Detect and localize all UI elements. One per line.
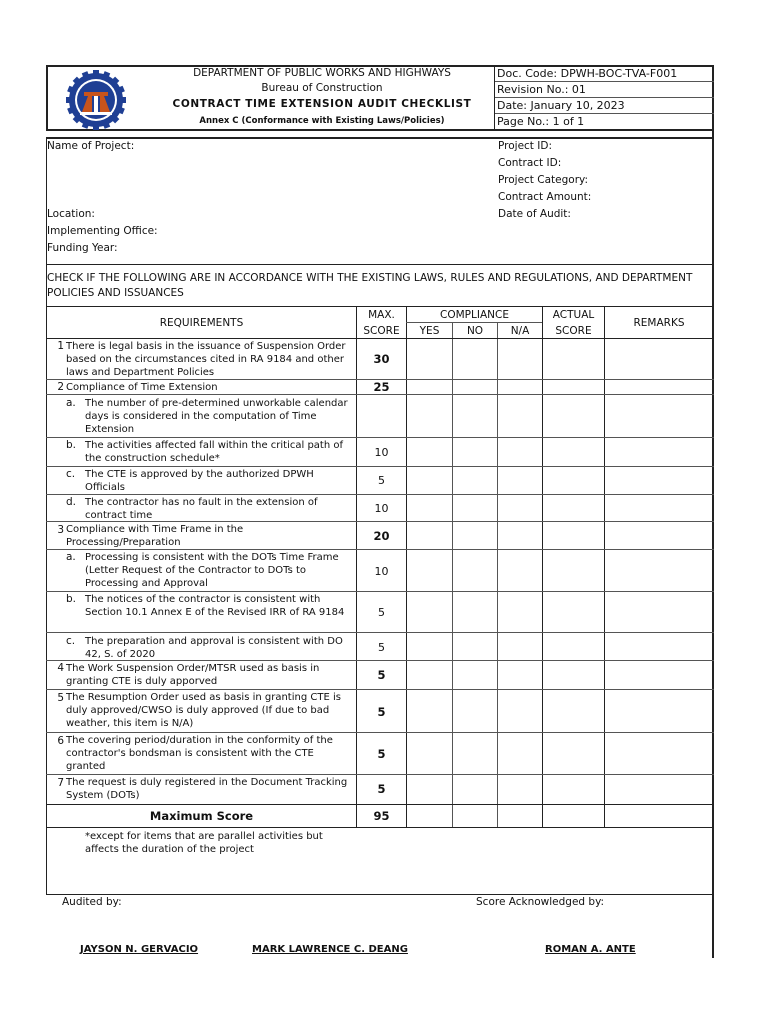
row-max-score: 10 — [374, 502, 389, 515]
row-max-score: 5 — [378, 606, 385, 619]
row-letter: c. — [66, 635, 76, 647]
col-na: N/A — [510, 325, 530, 337]
page-no: Page No.: 1 of 1 — [497, 115, 585, 128]
label-project-category: Project Category: — [498, 174, 588, 186]
row-letter: a. — [66, 397, 76, 409]
row-text: The CTE is approved by the authorized DPWH Officials — [85, 469, 314, 493]
row-number: 4 — [57, 662, 64, 674]
col-actual-1: ACTUAL — [552, 309, 595, 321]
instruction-text: CHECK IF THE FOLLOWING ARE IN ACCORDANCE WITH THE EXISTING LAWS, RULES AND REGULATIONS, AND DEPARTMENT POLICIES AND ISSUANCES — [47, 272, 693, 299]
footnote: *except for items that are parallel activities but affects the duration of the project — [85, 831, 323, 855]
row-text: The covering period/duration in the conformity of the contractor's bondsman is consistent with the CTE granted — [66, 735, 333, 772]
col-requirements: REQUIREMENTS — [159, 317, 244, 329]
label-project-id: Project ID: — [498, 140, 552, 152]
label-name-of-project: Name of Project: — [47, 140, 135, 152]
row-letter: a. — [66, 551, 76, 563]
annex-label: Annex C (Conformance with Existing Laws/Policies) — [199, 116, 445, 126]
row-letter: b. — [66, 593, 77, 605]
acknowledged-by-label: Score Acknowledged by: — [476, 896, 605, 908]
revision-no: Revision No.: 01 — [497, 83, 586, 96]
maximum-score-label: Maximum Score — [149, 809, 254, 823]
bureau-name: Bureau of Construction — [261, 82, 383, 94]
row-max-score: 30 — [373, 352, 390, 366]
row-text: Processing is consistent with the DOTs Time Frame (Letter Request of the Contractor to DOTs to Processing and Approval — [85, 552, 339, 589]
dpwh-logo — [64, 70, 128, 130]
doc-code: Doc. Code: DPWH-BOC-TVA-F001 — [497, 67, 678, 80]
signatory-name: JAYSON N. GERVACIO — [80, 944, 199, 955]
row-text: The Resumption Order used as basis in granting CTE is duly approved/CWSO is duly approved (If due to bad weather, this item is N/A) — [66, 692, 341, 729]
row-number: 7 — [57, 777, 64, 789]
row-max-score: 5 — [377, 668, 386, 682]
label-implementing-office: Implementing Office: — [47, 225, 158, 237]
label-location: Location: — [47, 208, 95, 220]
row-text: There is legal basis in the issuance of Suspension Order based on the circumstances cited in RA 9184 and other laws and Department Policies — [66, 341, 346, 378]
row-max-score: 10 — [374, 446, 389, 459]
doc-date: Date: January 10, 2023 — [497, 99, 625, 112]
row-number: 2 — [57, 381, 64, 393]
row-text: The request is duly registered in the Document Tracking System (DOTs) — [66, 777, 348, 801]
col-no: NO — [466, 325, 484, 337]
label-date-of-audit: Date of Audit: — [498, 208, 571, 220]
col-max-2: SCORE — [363, 325, 400, 337]
col-compliance: COMPLIANCE — [440, 309, 509, 321]
row-letter: c. — [66, 468, 76, 480]
row-text: Compliance of Time Extension — [66, 382, 218, 393]
row-number: 1 — [57, 340, 64, 352]
row-number: 3 — [57, 524, 64, 536]
row-number: 5 — [57, 692, 64, 704]
label-contract-id: Contract ID: — [498, 157, 562, 169]
col-max-1: MAX. — [368, 309, 395, 321]
row-text: The activities affected fall within the critical path of the construction schedule* — [85, 440, 344, 464]
row-text: The contractor has no fault in the extension of contract time — [85, 497, 318, 521]
signatory-name: ROMAN A. ANTE — [545, 944, 636, 955]
col-actual-2: SCORE — [555, 325, 592, 337]
row-max-score: 10 — [374, 565, 389, 578]
row-max-score: 5 — [377, 747, 386, 761]
row-text: The number of pre-determined unworkable calendar days is considered in the computation of Time Extension — [85, 398, 348, 435]
label-contract-amount: Contract Amount: — [498, 191, 592, 203]
row-max-score: 5 — [378, 474, 385, 487]
col-yes: YES — [419, 325, 440, 337]
row-letter: b. — [66, 439, 77, 451]
row-max-score: 5 — [378, 641, 385, 654]
row-text: Compliance with Time Frame in the Processing/Preparation — [66, 524, 244, 548]
signatory-name: MARK LAWRENCE C. DEANG — [252, 944, 408, 955]
row-text: The Work Suspension Order/MTSR used as basis in granting CTE is duly apporved — [66, 663, 320, 687]
audited-by-label: Audited by: — [62, 896, 122, 908]
row-max-score: 20 — [373, 529, 390, 543]
row-text: The notices of the contractor is consistent with Section 10.1 Annex E of the Revised IRR of RA 9184 — [85, 594, 345, 618]
row-max-score: 25 — [373, 380, 390, 394]
form-title: CONTRACT TIME EXTENSION AUDIT CHECKLIST — [172, 98, 472, 110]
row-number: 6 — [57, 735, 64, 747]
row-max-score: 5 — [377, 782, 386, 796]
label-funding-year: Funding Year: — [47, 242, 118, 254]
row-letter: d. — [66, 496, 77, 508]
row-max-score: 5 — [377, 705, 386, 719]
col-remarks: REMARKS — [633, 317, 685, 329]
row-text: The preparation and approval is consistent with DO 42, S. of 2020 — [85, 636, 343, 660]
dept-name: DEPARTMENT OF PUBLIC WORKS AND HIGHWAYS — [193, 67, 451, 79]
maximum-score-value: 95 — [373, 809, 390, 823]
